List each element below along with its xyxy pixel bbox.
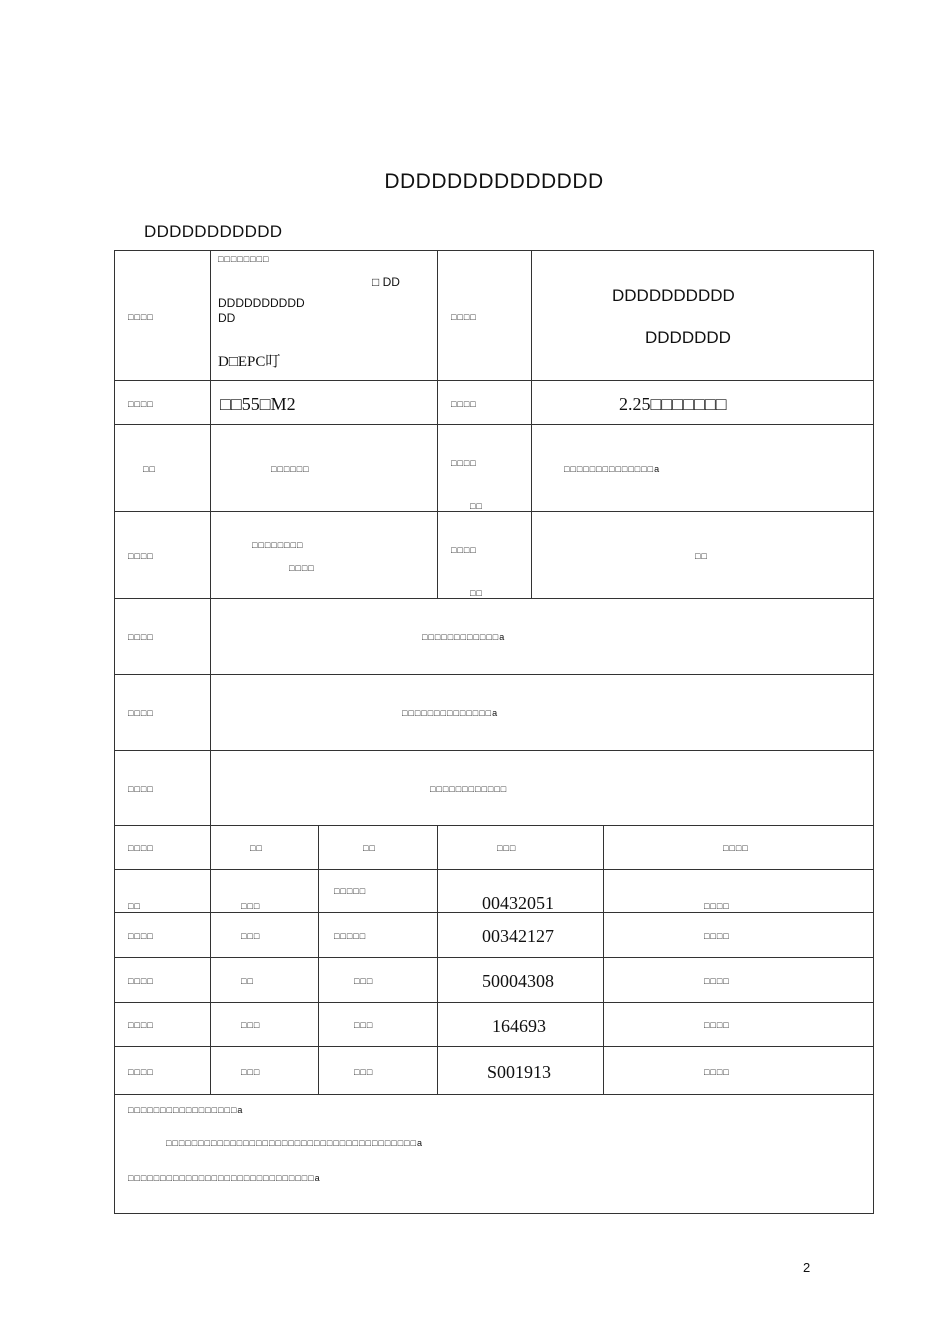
r3-label-right-1: □□□□ [451,458,477,468]
table-cell: □□□□□ [334,886,367,896]
grid-line [114,250,874,251]
grid-line [114,957,874,958]
grid-line [114,1046,874,1047]
table-header-cell: □□ [363,843,376,853]
r1-value-line1: □□□□□□□□ [218,254,270,264]
table-cell: □□□ [354,976,374,986]
table-cell: □□□□ [704,1020,730,1030]
table-cell: □□□ [241,931,261,941]
table-cell: □□□□ [704,976,730,986]
table-cell: □□□□ [128,1020,154,1030]
r4-value-left-2: □□□□ [289,563,315,573]
table-header-cell: □□□□ [723,843,749,853]
table-cell: □□□□ [704,901,730,911]
r1-label-left: □□□□ [128,312,154,322]
grid-line [437,825,438,1094]
grid-line [437,250,438,598]
r5-value: □□□□□□□□□□□□a [422,632,506,642]
grid-line [114,380,874,381]
document-subtitle: DDDDDDDDDDD [144,222,283,241]
grid-line [114,1002,874,1003]
table-cell: □□□□ [704,1067,730,1077]
r1-right-line2: DDDDDDD [645,328,731,347]
table-header-cell: □□□ [497,843,517,853]
r2-label-left: □□□□ [128,399,154,409]
table-cell: 00432051 [482,893,554,913]
table-cell: 164693 [492,1016,546,1036]
grid-line [114,674,874,675]
table-header-cell: □□□□ [128,843,154,853]
notes-line-3: □□□□□□□□□□□□□□□□□□□□□□□□□□□□□a [128,1173,321,1183]
table-cell: □□□□ [128,976,154,986]
r1-value-line3: DDDDDDDDDD [218,296,305,310]
notes-line-2: □□□□□□□□□□□□□□□□□□□□□□□□□□□□□□□□□□□□□□□a [166,1138,424,1148]
table-cell: □□□ [241,1020,261,1030]
table-cell: □□□ [354,1067,374,1077]
grid-line [318,825,319,1094]
grid-line [114,750,874,751]
r7-label: □□□□ [128,784,154,794]
r4-value-left-1: □□□□□□□□ [252,540,304,550]
r2-label-right: □□□□ [451,399,477,409]
grid-line [114,869,874,870]
table-cell: □□□□ [128,1067,154,1077]
table-cell: □□ [241,976,254,986]
r6-value: □□□□□□□□□□□□□□a [402,708,499,718]
notes-line-1: □□□□□□□□□□□□□□□□□a [128,1105,244,1115]
grid-line [114,598,874,599]
table-cell: S001913 [487,1062,552,1082]
grid-line [873,250,874,1214]
table-cell: □□□ [241,1067,261,1077]
r5-label: □□□□ [128,632,154,642]
page-number: 2 [803,1260,811,1275]
r3-value-left: □□□□□□ [271,464,310,474]
r1-value-line5: D□EPC叮 [218,354,281,370]
r7-value: □□□□□□□□□□□□ [430,784,508,794]
grid-line [114,1213,874,1214]
document-title: DDDDDDDDDDDDDD [384,170,604,193]
table-cell: □□□□ [128,931,154,941]
r1-value-line2: □ DD [372,275,400,289]
r2-value-right: 2.25□□□□□□□ [619,394,727,414]
r4-label-left: □□□□ [128,551,154,561]
r4-value-right: □□ [695,551,708,561]
grid-line [114,825,874,826]
grid-line [210,250,211,1094]
grid-line [114,424,874,425]
table-header-cell: □□ [250,843,263,853]
table-cell: □□□□ [704,931,730,941]
r4-label-right-2: □□ [470,588,483,598]
table-cell: 50004308 [482,971,554,991]
r6-label: □□□□ [128,708,154,718]
r1-value-line4: DD [218,311,236,325]
grid-line [114,1094,874,1095]
grid-line [114,250,115,1214]
r3-label-left: □□ [143,464,156,474]
r1-label-right: □□□□ [451,312,477,322]
r1-right-line1: DDDDDDDDDD [612,286,735,305]
table-cell: □□□ [241,901,261,911]
table-cell: □□ [128,901,141,911]
grid-line [603,825,604,1094]
grid-line [531,250,532,598]
table-cell: □□□ [354,1020,374,1030]
r4-label-right-1: □□□□ [451,545,477,555]
table-cell: 00342127 [482,926,554,946]
r2-value-left: □□55□M2 [220,394,296,414]
r3-label-right-2: □□ [470,501,483,511]
grid-line [114,511,874,512]
r3-value-right: □□□□□□□□□□□□□□a [564,464,661,474]
table-cell: □□□□□ [334,931,367,941]
